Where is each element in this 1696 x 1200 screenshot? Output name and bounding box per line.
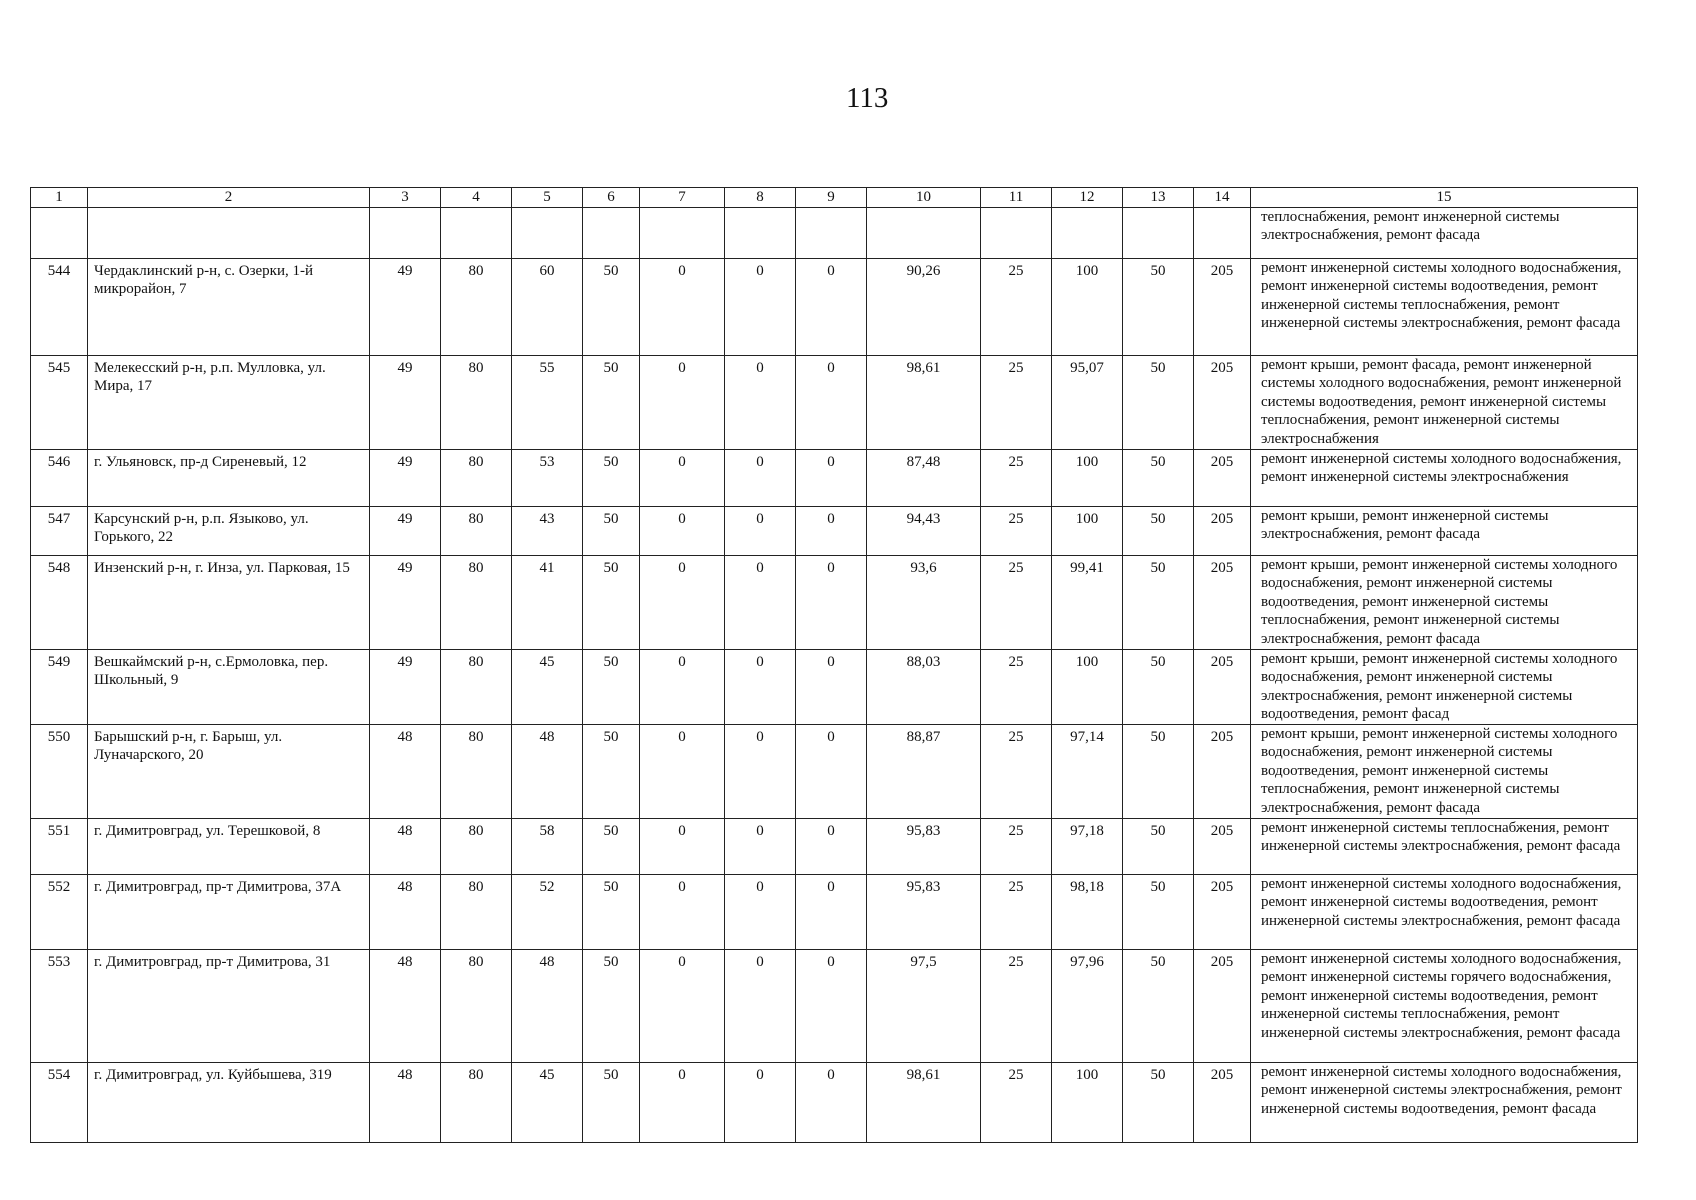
value-cell: 99,41: [1052, 555, 1123, 649]
row-number: 553: [31, 949, 88, 1062]
page-number: 113: [846, 82, 889, 114]
table-row: [31, 449, 1638, 506]
value-cell: 48: [370, 874, 441, 949]
value-cell: 0: [796, 1062, 867, 1142]
value-cell: 49: [370, 649, 441, 724]
value-cell: 50: [1123, 949, 1194, 1062]
value-cell: 53: [512, 449, 583, 506]
value-cell: 50: [583, 258, 640, 355]
works-description: ремонт инженерной системы холодного водоснабжения, ремонт инженерной системы электроснабжения: [1251, 449, 1638, 506]
value-cell: 88,03: [867, 649, 981, 724]
value-cell: 48: [512, 724, 583, 818]
value-cell: 50: [1123, 818, 1194, 874]
value-cell: 80: [441, 874, 512, 949]
value-cell: 87,48: [867, 449, 981, 506]
address: Мелекесский р-н, р.п. Мулловка, ул. Мира, 17: [88, 355, 370, 449]
value-cell: 205: [1194, 555, 1251, 649]
value-cell: 48: [370, 1062, 441, 1142]
value-cell: 0: [640, 818, 725, 874]
value-cell: 0: [796, 506, 867, 555]
value-cell: 95,83: [867, 818, 981, 874]
value-cell: 50: [1123, 724, 1194, 818]
value-cell: 0: [640, 258, 725, 355]
works-description: ремонт крыши, ремонт фасада, ремонт инженерной системы холодного водоснабжения, ремонт инженерной системы водоотведения, ремонт инженерной системы теплоснабжения, ремонт инженерной системы электроснабжения: [1251, 355, 1638, 449]
repair-register-table: [30, 187, 1638, 1143]
value-cell: 80: [441, 1062, 512, 1142]
value-cell: 60: [512, 258, 583, 355]
value-cell: 98,18: [1052, 874, 1123, 949]
column-number: 7: [640, 188, 725, 208]
value-cell: 0: [640, 874, 725, 949]
column-number: 2: [88, 188, 370, 208]
value-cell: 50: [583, 649, 640, 724]
table-cell: [31, 207, 88, 258]
value-cell: 80: [441, 555, 512, 649]
table-cell: [796, 207, 867, 258]
row-number: 547: [31, 506, 88, 555]
value-cell: 100: [1052, 449, 1123, 506]
value-cell: 25: [981, 724, 1052, 818]
table-cell: [1194, 207, 1251, 258]
value-cell: 45: [512, 649, 583, 724]
value-cell: 58: [512, 818, 583, 874]
value-cell: 50: [583, 449, 640, 506]
value-cell: 0: [640, 1062, 725, 1142]
value-cell: 50: [1123, 1062, 1194, 1142]
value-cell: 205: [1194, 818, 1251, 874]
table-cell: [867, 207, 981, 258]
value-cell: 80: [441, 724, 512, 818]
table-row: [31, 506, 1638, 555]
value-cell: 25: [981, 1062, 1052, 1142]
column-number: 11: [981, 188, 1052, 208]
value-cell: 49: [370, 506, 441, 555]
address: г. Ульяновск, пр-д Сиреневый, 12: [88, 449, 370, 506]
table-cell: [370, 207, 441, 258]
value-cell: 48: [370, 949, 441, 1062]
column-number: 9: [796, 188, 867, 208]
value-cell: 97,14: [1052, 724, 1123, 818]
row-number: 548: [31, 555, 88, 649]
value-cell: 50: [1123, 258, 1194, 355]
works-description: ремонт крыши, ремонт инженерной системы холодного водоснабжения, ремонт инженерной системы электроснабжения, ремонт инженерной системы водоотведения, ремонт фасад: [1251, 649, 1638, 724]
address: Карсунский р-н, р.п. Языково, ул. Горького, 22: [88, 506, 370, 555]
works-description: ремонт инженерной системы холодного водоснабжения, ремонт инженерной системы горячего водоснабжения, ремонт инженерной системы водоотведения, ремонт инженерной системы теплоснабжения, ремонт инженерной системы электроснабжения, ремонт фасада: [1251, 949, 1638, 1062]
table-row: [31, 724, 1638, 818]
value-cell: 98,61: [867, 355, 981, 449]
value-cell: 0: [725, 555, 796, 649]
address: г. Димитровград, пр-т Димитрова, 31: [88, 949, 370, 1062]
table-row: [31, 555, 1638, 649]
value-cell: 50: [583, 949, 640, 1062]
table-row: [31, 874, 1638, 949]
works-description: ремонт инженерной системы теплоснабжения, ремонт инженерной системы электроснабжения, ремонт фасада: [1251, 818, 1638, 874]
column-number: 4: [441, 188, 512, 208]
value-cell: 0: [640, 506, 725, 555]
value-cell: 50: [1123, 874, 1194, 949]
table-cell: [583, 207, 640, 258]
value-cell: 25: [981, 649, 1052, 724]
row-number: 546: [31, 449, 88, 506]
value-cell: 25: [981, 818, 1052, 874]
table-cell: [1052, 207, 1123, 258]
works-description: ремонт инженерной системы холодного водоснабжения, ремонт инженерной системы водоотведения, ремонт инженерной системы теплоснабжения, ремонт инженерной системы электроснабжения, ремонт фасада: [1251, 258, 1638, 355]
value-cell: 93,6: [867, 555, 981, 649]
table-cell: [1123, 207, 1194, 258]
address: Чердаклинский р-н, с. Озерки, 1-й микрорайон, 7: [88, 258, 370, 355]
value-cell: 25: [981, 555, 1052, 649]
table-cell: [88, 207, 370, 258]
column-number: 8: [725, 188, 796, 208]
value-cell: 0: [640, 949, 725, 1062]
value-cell: 0: [796, 818, 867, 874]
column-numbers-row: [31, 188, 1638, 208]
value-cell: 0: [725, 355, 796, 449]
value-cell: 50: [1123, 449, 1194, 506]
value-cell: 49: [370, 258, 441, 355]
value-cell: 0: [640, 724, 725, 818]
value-cell: 0: [796, 649, 867, 724]
address: г. Димитровград, пр-т Димитрова, 37А: [88, 874, 370, 949]
column-number: 13: [1123, 188, 1194, 208]
table-body: [31, 188, 1638, 1143]
value-cell: 0: [640, 649, 725, 724]
table-cell: [725, 207, 796, 258]
works-description: ремонт инженерной системы холодного водоснабжения, ремонт инженерной системы электроснабжения, ремонт инженерной системы водоотведения, ремонт фасада: [1251, 1062, 1638, 1142]
row-number: 549: [31, 649, 88, 724]
value-cell: 0: [796, 449, 867, 506]
value-cell: 25: [981, 449, 1052, 506]
row-number: 544: [31, 258, 88, 355]
value-cell: 205: [1194, 1062, 1251, 1142]
value-cell: 205: [1194, 724, 1251, 818]
value-cell: 49: [370, 555, 441, 649]
value-cell: 90,26: [867, 258, 981, 355]
value-cell: 205: [1194, 649, 1251, 724]
value-cell: 80: [441, 449, 512, 506]
value-cell: 43: [512, 506, 583, 555]
value-cell: 0: [796, 874, 867, 949]
value-cell: 50: [583, 355, 640, 449]
table-cell: [640, 207, 725, 258]
value-cell: 0: [725, 649, 796, 724]
value-cell: 100: [1052, 258, 1123, 355]
value-cell: 50: [583, 724, 640, 818]
value-cell: 0: [725, 874, 796, 949]
value-cell: 50: [583, 506, 640, 555]
value-cell: 0: [725, 1062, 796, 1142]
value-cell: 0: [725, 506, 796, 555]
value-cell: 0: [796, 724, 867, 818]
value-cell: 50: [1123, 355, 1194, 449]
value-cell: 205: [1194, 258, 1251, 355]
works-description: теплоснабжения, ремонт инженерной системы электроснабжения, ремонт фасада: [1251, 207, 1638, 258]
value-cell: 50: [583, 874, 640, 949]
value-cell: 49: [370, 355, 441, 449]
column-number: 14: [1194, 188, 1251, 208]
table-row: [31, 1062, 1638, 1142]
value-cell: 55: [512, 355, 583, 449]
table-row: [31, 355, 1638, 449]
value-cell: 98,61: [867, 1062, 981, 1142]
column-number: 3: [370, 188, 441, 208]
value-cell: 0: [796, 355, 867, 449]
value-cell: 50: [583, 555, 640, 649]
value-cell: 80: [441, 506, 512, 555]
works-description: ремонт крыши, ремонт инженерной системы холодного водоснабжения, ремонт инженерной системы водоотведения, ремонт инженерной системы теплоснабжения, ремонт инженерной системы электроснабжения, ремонт фасада: [1251, 724, 1638, 818]
column-number: 15: [1251, 188, 1638, 208]
value-cell: 45: [512, 1062, 583, 1142]
value-cell: 48: [370, 818, 441, 874]
value-cell: 49: [370, 449, 441, 506]
column-number: 6: [583, 188, 640, 208]
address: Барышский р-н, г. Барыш, ул. Луначарского, 20: [88, 724, 370, 818]
value-cell: 0: [640, 355, 725, 449]
value-cell: 41: [512, 555, 583, 649]
value-cell: 0: [796, 258, 867, 355]
value-cell: 25: [981, 258, 1052, 355]
value-cell: 25: [981, 506, 1052, 555]
value-cell: 48: [370, 724, 441, 818]
value-cell: 97,18: [1052, 818, 1123, 874]
value-cell: 50: [583, 818, 640, 874]
value-cell: 25: [981, 874, 1052, 949]
row-number: 545: [31, 355, 88, 449]
value-cell: 80: [441, 355, 512, 449]
value-cell: 100: [1052, 506, 1123, 555]
value-cell: 50: [1123, 506, 1194, 555]
row-number: 550: [31, 724, 88, 818]
value-cell: 88,87: [867, 724, 981, 818]
table-cell: [441, 207, 512, 258]
table-row: [31, 258, 1638, 355]
column-number: 5: [512, 188, 583, 208]
value-cell: 0: [640, 449, 725, 506]
value-cell: 0: [725, 818, 796, 874]
address: г. Димитровград, ул. Куйбышева, 319: [88, 1062, 370, 1142]
row-number: 552: [31, 874, 88, 949]
column-number: 1: [31, 188, 88, 208]
row-number: 554: [31, 1062, 88, 1142]
value-cell: 52: [512, 874, 583, 949]
value-cell: 80: [441, 258, 512, 355]
continuation-row: [31, 207, 1638, 258]
value-cell: 80: [441, 649, 512, 724]
value-cell: 95,07: [1052, 355, 1123, 449]
value-cell: 97,96: [1052, 949, 1123, 1062]
column-number: 10: [867, 188, 981, 208]
works-description: ремонт крыши, ремонт инженерной системы электроснабжения, ремонт фасада: [1251, 506, 1638, 555]
address: Вешкаймский р-н, с.Ермоловка, пер. Школьный, 9: [88, 649, 370, 724]
table-row: [31, 949, 1638, 1062]
value-cell: 205: [1194, 355, 1251, 449]
value-cell: 0: [725, 258, 796, 355]
value-cell: 25: [981, 949, 1052, 1062]
value-cell: 0: [725, 949, 796, 1062]
value-cell: 0: [640, 555, 725, 649]
value-cell: 0: [796, 555, 867, 649]
value-cell: 94,43: [867, 506, 981, 555]
address: Инзенский р-н, г. Инза, ул. Парковая, 15: [88, 555, 370, 649]
value-cell: 205: [1194, 449, 1251, 506]
table-cell: [981, 207, 1052, 258]
value-cell: 205: [1194, 874, 1251, 949]
works-description: ремонт инженерной системы холодного водоснабжения, ремонт инженерной системы водоотведения, ремонт инженерной системы электроснабжения, ремонт фасада: [1251, 874, 1638, 949]
address: г. Димитровград, ул. Терешковой, 8: [88, 818, 370, 874]
value-cell: 100: [1052, 649, 1123, 724]
value-cell: 205: [1194, 506, 1251, 555]
value-cell: 97,5: [867, 949, 981, 1062]
value-cell: 80: [441, 949, 512, 1062]
value-cell: 0: [796, 949, 867, 1062]
value-cell: 48: [512, 949, 583, 1062]
value-cell: 95,83: [867, 874, 981, 949]
table-cell: [512, 207, 583, 258]
value-cell: 0: [725, 724, 796, 818]
works-description: ремонт крыши, ремонт инженерной системы холодного водоснабжения, ремонт инженерной системы водоотведения, ремонт инженерной системы теплоснабжения, ремонт инженерной системы электроснабжения, ремонт фасада: [1251, 555, 1638, 649]
value-cell: 50: [1123, 555, 1194, 649]
value-cell: 80: [441, 818, 512, 874]
table-row: [31, 649, 1638, 724]
value-cell: 0: [725, 449, 796, 506]
value-cell: 50: [583, 1062, 640, 1142]
value-cell: 25: [981, 355, 1052, 449]
table-row: [31, 818, 1638, 874]
value-cell: 100: [1052, 1062, 1123, 1142]
row-number: 551: [31, 818, 88, 874]
value-cell: 50: [1123, 649, 1194, 724]
column-number: 12: [1052, 188, 1123, 208]
value-cell: 205: [1194, 949, 1251, 1062]
